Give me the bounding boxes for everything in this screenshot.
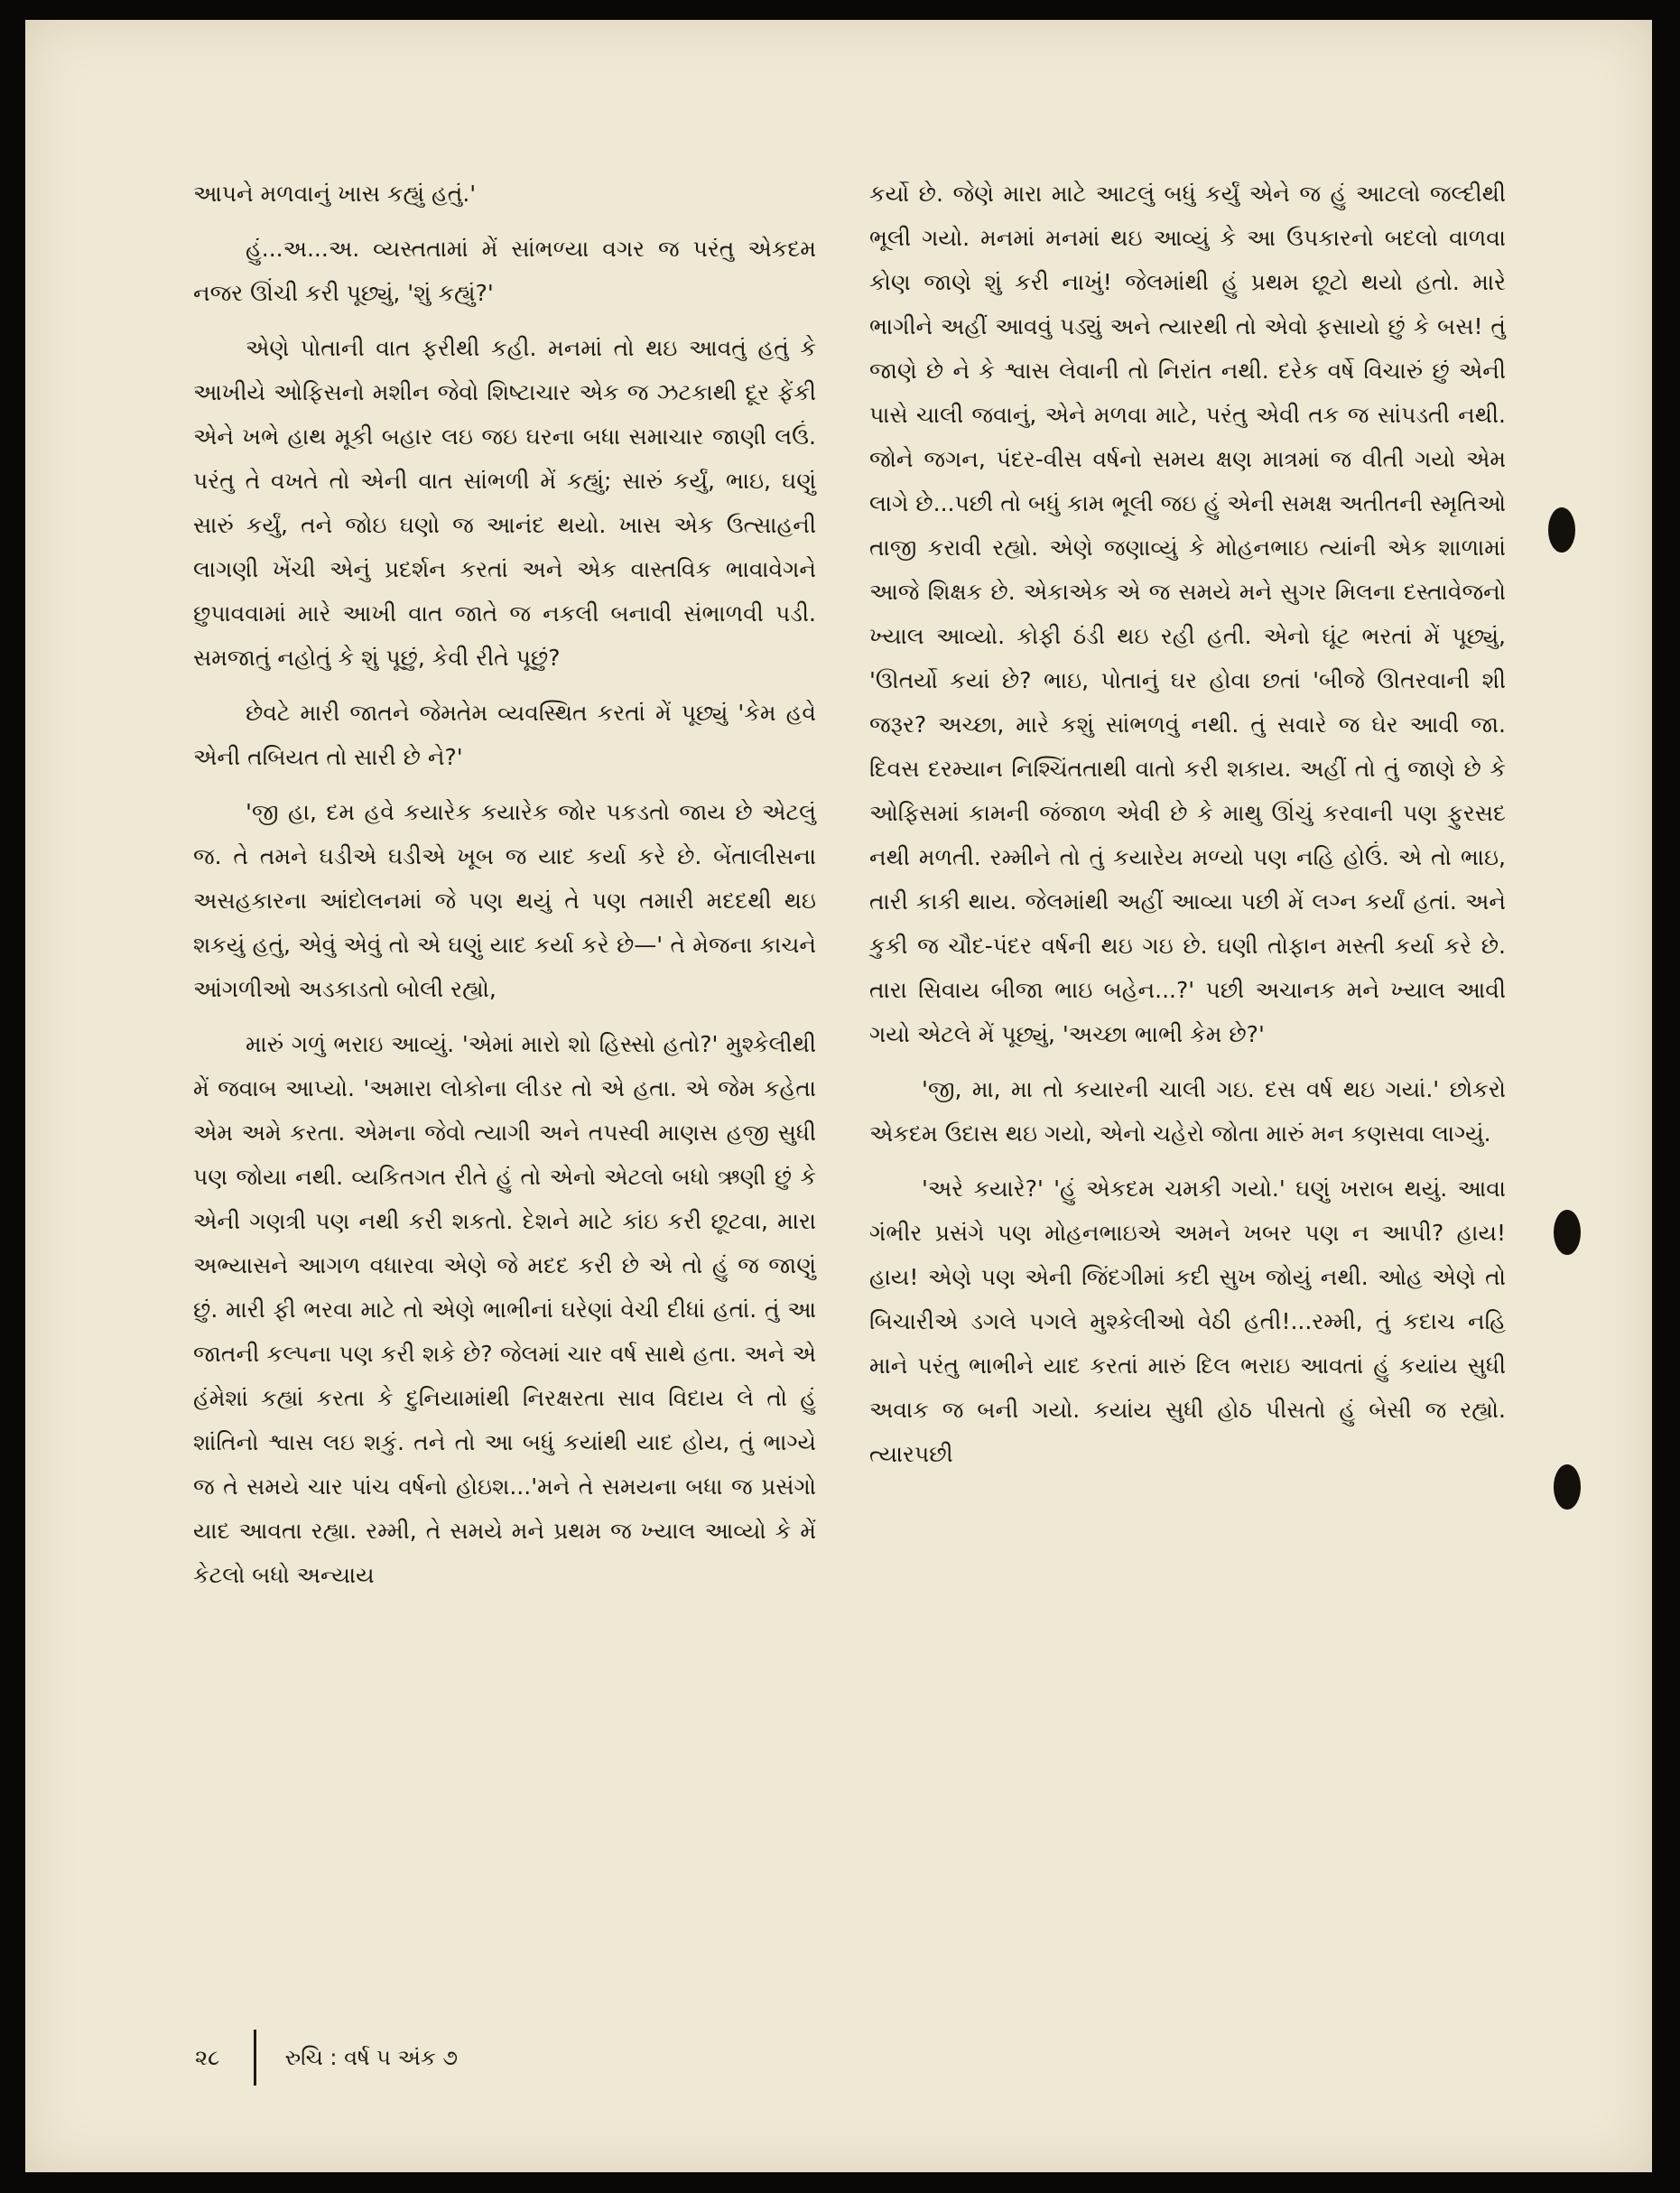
paragraph: 'જી, મા, મા તો કયારની ચાલી ગઇ. દસ વર્ષ થઇ ગયાં.' છોકરો એકદમ ઉદાસ થઇ ગયો, એનો ચહેરો જોતા મારું મન કણસવા લાગ્યું. <box>869 1076 1506 1147</box>
paragraph: હું...અ...અ. વ્યસ્તતામાં મેં સાંભળ્યા વગર જ પરંતુ એકદમ નજર ઊંચી કરી પૂછ્યું, 'શું કહ્યું?' <box>193 236 816 306</box>
paragraph: 'જી હા, દમ હવે કયારેક કયારેક જોર પકડતો જાય છે એટલું જ. તે તમને ઘડીએ ઘડીએ ખૂબ જ યાદ કર્યા કરે છે. બેંતાલીસના અસહકારના આંદોલનમાં જે પણ થયું તે પણ તમારી મદદથી થઇ શકયું હતું, એવું એવું તો એ ઘણું યાદ કર્યા કરે છે—' તે મેજના કાચને આંગળીઓ અડકાડતો બોલી રહ્યો, <box>193 799 816 1002</box>
footer-divider <box>254 2030 256 2086</box>
magazine-issue: રુચિ : વર્ષ ૫ અંક ૭ <box>284 2045 459 2070</box>
page-number: ૨૮ <box>195 2045 220 2070</box>
binding-hole <box>1554 1210 1581 1255</box>
magazine-page <box>25 20 1652 2172</box>
binding-hole <box>1554 1464 1581 1510</box>
paragraph: આપને મળવાનું ખાસ કહ્યું હતું.' <box>193 181 477 207</box>
paragraph: મારું ગળું ભરાઇ આવ્યું. 'એમાં મારો શો હિસ્સો હતો?' મુશ્કેલીથી મેં જવાબ આપ્યો. 'અમારા લોકોના લીડર તો એ હતા. એ જેમ કહેતા એમ અમે કરતા. એમના જેવો ત્યાગી અને તપસ્વી માણસ હજી સુધી પણ જોયા નથી. વ્યકિતગત રીતે હું તો એનો એટલો બધો ઋણી છું કે એની ગણત્રી પણ નથી કરી શકતો. દેશને માટે કાંઇ કરી છૂટવા, મારા અભ્યાસને આગળ વધારવા એણે જે મદદ કરી છે એ તો હું જ જાણું છું. મારી ફી ભરવા માટે તો એણે ભાભીનાં ઘરેણાં વેચી દીધાં હતાં. તું આ જાતની કલ્પના પણ કરી શકે છે? જેલમાં ચાર વર્ષ સાથે હતા. અને એ હંમેશાં કહ્યાં કરતા કે દુનિયામાંથી નિરક્ષરતા સાવ વિદાય લે તો હું શાંતિનો શ્વાસ લઇ શકું. તને તો આ બધું કયાંથી યાદ હોય, તું ભાગ્યે જ તે સમયે ચાર પાંચ વર્ષનો હોઇશ...'મને તે સમયના બધા જ પ્રસંગો યાદ આવતા રહ્યા. રમ્મી, તે સમયે મને પ્રથમ જ ખ્યાલ આવ્યો કે મેં કેટલો બધો અન્યાય <box>193 1031 816 1588</box>
left-text-column <box>193 172 816 1608</box>
paragraph: એણે પોતાની વાત ફરીથી કહી. મનમાં તો થઇ આવતું હતું કે આખીયે ઓફિસનો મશીન જેવો શિષ્ટાચાર એક જ ઝટકાથી દૂર ફેંકી એને ખભે હાથ મૂકી બહાર લઇ જઇ ઘરના બધા સમાચાર જાણી લઉં. પરંતુ તે વખતે તો એની વાત સાંભળી મેં કહ્યું; સારું કર્યું, ભાઇ, ઘણું સારું કર્યું, તને જોઇ ઘણો જ આનંદ થયો. ખાસ એક ઉત્સાહની લાગણી ખેંચી એનું પ્રદર્શન કરતાં અને એક વાસ્તવિક ભાવાવેગને છુપાવવામાં મારે આખી વાત જાતે જ નકલી બનાવી સંભાળવી પડી. સમજાતું નહોતું કે શું પૂછું, કેવી રીતે પૂછું? <box>193 335 816 671</box>
binding-hole <box>1548 507 1575 553</box>
paragraph: કર્યો છે. જેણે મારા માટે આટલું બધું કર્યું એને જ હું આટલો જલ્દીથી ભૂલી ગયો. મનમાં મનમાં થઇ આવ્યું કે આ ઉપકારનો બદલો વાળવા કોણ જાણે શું કરી નાખું! જેલમાંથી હું પ્રથમ છૂટો થયો હતો. મારે ભાગીને અહીં આવવું પડ્યું અને ત્યારથી તો એવો ફસાયો છું કે બસ! તું જાણે છે ને કે શ્વાસ લેવાની તો નિરાંત નથી. દરેક વર્ષે વિચારું છું એની પાસે ચાલી જવાનું, એને મળવા માટે, પરંતુ એવી તક જ સાંપડતી નથી. જોને જગન, પંદર-વીસ વર્ષનો સમય ક્ષણ માત્રમાં જ વીતી ગયો એમ લાગે છે...પછી તો બધું કામ ભૂલી જઇ હું એની સમક્ષ અતીતની સ્મૃતિઓ તાજી કરાવી રહ્યો. એણે જણાવ્યું કે મોહનભાઇ ત્યાંની એક શાળામાં આજે શિક્ષક છે. એકાએક એ જ સમયે મને સુગર મિલના દસ્તાવેજનો ખ્યાલ આવ્યો. કોફી ઠંડી થઇ રહી હતી. એનો ઘૂંટ ભરતાં મેં પૂછ્યું, 'ઊતર્યો કયાં છે? ભાઇ, પોતાનું ઘર હોવા છતાં 'બીજે ઊતરવાની શી જરૂર? અચ્છા, મારે કશું સાંભળવું નથી. તું સવારે જ ઘેર આવી જા. દિવસ દરમ્યાન નિશ્ચિંતતાથી વાતો કરી શકાય. અહીં તો તું જાણે છે કે ઓફિસમાં કામની જંજાળ એવી છે કે માથુ ઊંચું કરવાની પણ ફુરસદ નથી મળતી. રમ્મીને તો તું કયારેય મળ્યો પણ નહિ હોઉં. એ તો ભાઇ, તારી કાકી થાય. જેલમાંથી અહીં આવ્યા પછી મેં લગ્ન કર્યાં હતાં. અને કુકી જ ચૌદ-પંદર વર્ષની થઇ ગઇ છે. ઘણી તોફાન મસ્તી કર્યા કરે છે. તારા સિવાય બીજા ભાઇ બહેન...?' પછી અચાનક મને ખ્યાલ આવી ગયો એટલે મેં પૂછ્યું, 'અચ્છા ભાભી કેમ છે?' <box>869 181 1506 1047</box>
page-footer <box>195 2030 458 2086</box>
paragraph: છેવટે મારી જાતને જેમતેમ વ્યવસ્થિત કરતાં મેં પૂછ્યું 'કેમ હવે એની તબિયત તો સારી છે ને?' <box>193 700 816 770</box>
right-text-column <box>869 172 1506 1487</box>
paragraph: 'અરે કયારે?' 'હું એકદમ ચમકી ગયો.' ઘણું ખરાબ થયું. આવા ગંભીર પ્રસંગે પણ મોહનભાઇએ અમને ખબર પણ ન આપી? હાય! હાય! એણે પણ એની જિંદગીમાં કદી સુખ જોયું નથી. ઓહ એણે તો બિચારીએ ડગલે પગલે મુશ્કેલીઓ વેઠી હતી!...રમ્મી, તું કદાચ નહિ માને પરંતુ ભાભીને યાદ કરતાં મારું દિલ ભરાઇ આવતાં હું કયાંય સુધી અવાક જ બની ગયો. કયાંય સુધી હોઠ પીસતો હું બેસી જ રહ્યો. ત્યારપછી <box>869 1175 1506 1467</box>
